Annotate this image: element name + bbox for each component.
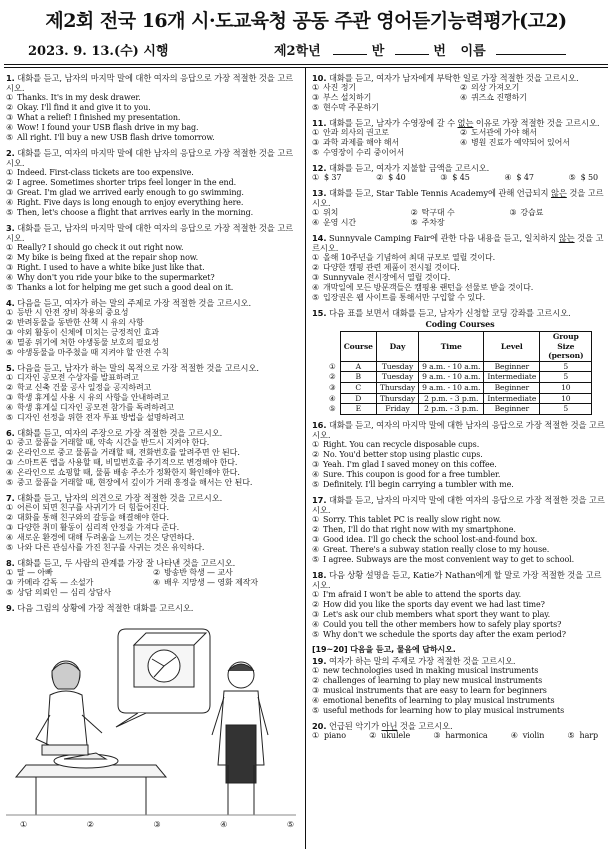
option[interactable]: ② 다양한 캠핑 관련 제품이 전시될 것이다.	[312, 263, 460, 272]
question-10	[312, 73, 608, 113]
scene-options	[6, 820, 300, 830]
option[interactable]: ⑤ 현수막 주문하기	[312, 103, 379, 112]
question-prompt: 5. 다음을 듣고, 남자가 하는 말의 목적으로 가장 적절한 것을 고르시오.	[6, 363, 259, 373]
option[interactable]: ③ What a relief! I finished my presentation.	[6, 113, 181, 122]
option-5-marker[interactable]: ⑤	[286, 820, 294, 829]
option[interactable]: ④ Great. There's a subway station really close to my house.	[312, 544, 550, 554]
option[interactable]: ② My bike is being fixed at the repair shop now.	[6, 253, 199, 262]
option[interactable]: ④ 새로운 환경에 대해 두려움을 느끼는 것은 당연하다.	[6, 533, 195, 542]
option[interactable]: ⑤ All right. I'll buy a new USB flash drive tomorrow.	[6, 133, 215, 142]
option[interactable]: ⑤ Then, let's choose a flight that arrives early in the morning.	[6, 208, 254, 217]
question-15	[312, 308, 608, 415]
option[interactable]: ① new technologies used in making musical instruments	[312, 665, 539, 675]
option[interactable]: ⑤ 야생동물을 마주쳤을 때 지켜야 할 안전 수칙	[6, 348, 169, 357]
question-1	[6, 73, 300, 143]
option[interactable]: ⑤ $ 50	[568, 173, 598, 182]
option[interactable]: ⑤ useful methods for learning how to play musical instruments	[312, 705, 565, 715]
option[interactable]: ② 대화를 통해 친구와의 갈등을 해결해야 한다.	[6, 513, 169, 522]
table-row[interactable]: ④ D Thursday 2 p.m. - 3 p.m. Intermediate 10	[326, 393, 592, 404]
option[interactable]: ④ 개막일에 모든 방문객들은 캠핑용 랜턴을 선물로 받을 것이다.	[312, 283, 534, 292]
option[interactable]: ② 의상 가져오기	[460, 83, 520, 92]
option[interactable]: ④ 학생 휴게실 디자인 공모전 참가를 독려하려고	[6, 403, 175, 412]
section-header-19-20: [19~20] 다음을 듣고, 물음에 답하시오.	[312, 644, 456, 654]
question-prompt: 19. 여자가 하는 말의 주제로 가장 적절한 것을 고르시오.	[312, 655, 516, 666]
option[interactable]: ② 도서관에 가야 해서	[460, 128, 537, 137]
question-prompt: 9. 다음 그림의 상황에 가장 적절한 대화를 고르시오.	[6, 603, 194, 613]
question-prompt: 12. 대화를 듣고, 여자가 지불할 금액을 고르시오.	[312, 163, 490, 173]
question-prompt: 4. 다음을 듣고, 여자가 하는 말의 주제로 가장 적절한 것을 고르시오.	[6, 298, 251, 308]
question-prompt: 15. 다음 표를 보면서 대화를 듣고, 남자가 신청할 코딩 강좌를 고르시오.	[312, 308, 571, 318]
option[interactable]: ① piano	[312, 730, 346, 740]
question-2	[6, 148, 300, 218]
option[interactable]: ⑤ 주차장	[410, 218, 445, 227]
name-blank[interactable]	[496, 54, 566, 55]
option[interactable]: ② I agree. Sometimes shorter trips feel longer in the end.	[6, 178, 237, 187]
option[interactable]: ③ Right. I used to have a white bike just like that.	[6, 263, 205, 272]
option[interactable]: ③ $ 45	[440, 173, 470, 182]
option[interactable]: ③ Let's ask our club members what sport they want to play.	[312, 609, 551, 619]
question-19	[312, 656, 608, 716]
question-prompt: 17. 대화를 듣고, 남자의 마지막 말에 대한 여자의 응답으로 가장 적절한 것을 고르시오.	[312, 494, 605, 515]
option[interactable]: ④ Right. Five days is long enough to enjoy everything here.	[6, 198, 244, 207]
scene-illustration	[6, 615, 296, 820]
option[interactable]: ③ Great. I'm glad we arrived early enough to go swimming.	[6, 188, 244, 197]
option[interactable]: ④ Sure. This coupon is good for a free tumbler.	[312, 469, 501, 479]
question-prompt: 7. 대화를 듣고, 남자의 의견으로 가장 적절한 것을 고르시오.	[6, 493, 223, 503]
option[interactable]: ① Thanks. It's in my desk drawer.	[6, 93, 141, 102]
class-blank[interactable]	[333, 54, 367, 55]
question-17	[312, 495, 608, 565]
option[interactable]: ① 어른이 되면 친구를 사귀기가 더 힘들어진다.	[6, 503, 169, 512]
option[interactable]: ③ 과학 과제를 해야 해서	[312, 138, 399, 147]
question-11	[312, 118, 608, 158]
question-8	[6, 558, 300, 598]
option[interactable]: ③ 부스 설치하기	[312, 93, 372, 102]
question-prompt: 8. 대화를 듣고, 두 사람의 관계를 가장 잘 나타낸 것을 고르시오.	[6, 558, 236, 568]
option[interactable]: ③ Yeah. I'm glad I saved money on this coffee.	[312, 459, 497, 469]
option[interactable]: ④ 운영 시간	[312, 218, 356, 227]
option[interactable]: ① I'm afraid I won't be able to attend the sports day.	[312, 589, 522, 599]
option[interactable]: ② 반려동물을 동반한 산책 시 유의 사항	[6, 318, 144, 327]
table-title: Coding Courses	[425, 319, 495, 329]
option[interactable]: ⑤ 수영장이 수리 중이어서	[312, 148, 405, 157]
option[interactable]: ⑤ Thanks a lot for helping me get such a good deal on it.	[6, 283, 234, 292]
option[interactable]: ③ 카메라 감독 — 소설가	[6, 578, 94, 587]
option[interactable]: ⑤ Definitely. I'll begin carrying a tumbler with me.	[312, 479, 514, 489]
table-header: Level	[484, 332, 540, 362]
option[interactable]: ③ Sunnyvale 전시장에서 열릴 것이다.	[312, 273, 451, 282]
header-rule	[4, 64, 608, 65]
question-14	[312, 233, 608, 303]
option[interactable]: ③ 다양한 취미 활동이 심리적 안정을 가져다 준다.	[6, 523, 180, 532]
header-rule-double	[4, 67, 608, 68]
option[interactable]: ① 사진 정기	[312, 83, 356, 92]
option[interactable]: ① 중고 물품을 거래할 때, 약속 시간을 반드시 지켜야 한다.	[6, 438, 210, 447]
option[interactable]: ② challenges of learning to play new musical instruments	[312, 675, 543, 685]
exam-date: 2023. 9. 13.(수) 시행	[28, 44, 169, 59]
question-prompt: 6. 대화를 듣고, 여자의 주장으로 가장 적절한 것을 고르시오.	[6, 428, 223, 438]
table-header: Group Size (person)	[540, 332, 592, 362]
grade-label: 제2학년	[274, 44, 321, 59]
option[interactable]: ② $ 40	[376, 173, 406, 182]
option[interactable]: ⑤ 상담 의뢰인 — 심리 상담사	[6, 588, 111, 597]
question-7	[6, 493, 300, 553]
table-header: Time	[419, 332, 484, 362]
pizza-scene-drawing	[6, 615, 296, 820]
option[interactable]: ⑤ 나와 다른 관심사를 가진 친구를 사귀는 것은 유익하다.	[6, 543, 205, 552]
option-4-marker[interactable]: ④	[220, 820, 228, 829]
option[interactable]: ② Then, I'll do that right now with my smartphone.	[312, 524, 516, 534]
option[interactable]: ② 온라인으로 중고 물품을 거래할 때, 전화번호를 알려주면 안 된다.	[6, 448, 240, 457]
question-prompt: 10. 대화를 듣고, 여자가 남자에게 부탁한 일로 가장 적절한 것을 고르시오.	[312, 73, 579, 83]
option[interactable]: ① 올해 10주년을 기념하여 최대 규모로 열릴 것이다.	[312, 253, 496, 262]
option-1-marker[interactable]: ①	[20, 820, 28, 829]
option[interactable]: ① Right. You can recycle disposable cups.	[312, 439, 480, 449]
option[interactable]: ⑤ 디자인 선정을 위한 전자 투표 방법을 설명하려고	[6, 413, 185, 422]
option[interactable]: ② 학교 신축 건물 공사 일정을 공지하려고	[6, 383, 152, 392]
option[interactable]: ① 등반 시 안전 장비 착용의 중요성	[6, 308, 129, 317]
question-16	[312, 420, 608, 490]
option[interactable]: ① Indeed. First-class tickets are too expensive.	[6, 168, 194, 177]
question-13	[312, 188, 608, 228]
question-9	[6, 603, 300, 830]
name-label: 이름	[460, 44, 486, 59]
option[interactable]: ④ Why don't you ride your bike to the supermarket?	[6, 273, 215, 282]
option[interactable]: ⑤ 입장권은 웹 사이트를 통해서만 구입할 수 있다.	[312, 293, 486, 302]
question-prompt: 18. 다음 상황 설명을 듣고, Katie가 Nathan에게 할 말로 가장 적절한 것을 고르시오.	[312, 569, 602, 590]
question-prompt: 1. 대화를 듣고, 남자의 마지막 말에 대한 여자의 응답으로 가장 적절한 것을 고르시오.	[6, 73, 294, 93]
table-row[interactable]: ⑤ E Friday 2 p.m. - 3 p.m. Beginner 5	[326, 404, 592, 415]
option[interactable]: ③ 스마트폰 앱을 사용할 때, 비밀번호를 주기적으로 변경해야 한다.	[6, 458, 238, 467]
option[interactable]: ② No. You'd better stop using plastic cups.	[312, 449, 483, 459]
option[interactable]: ③ 야외 활동이 신체에 미치는 긍정적인 효과	[6, 328, 159, 337]
question-prompt: 13. 대화를 듣고, Star Table Tennis Academy에 관해 언급되지 않은 것을 고르시오.	[312, 188, 604, 208]
right-column	[312, 73, 608, 746]
question-prompt: 14. Sunnyvale Camping Fair에 관한 다음 내용을 듣고, 일치하지 않는 것을 고르시오.	[312, 233, 604, 253]
left-column	[6, 73, 300, 835]
option[interactable]: ⑤ harp	[567, 730, 598, 740]
option[interactable]: ③ Good idea. I'll go check the school lost-and-found box.	[312, 534, 538, 544]
option[interactable]: ⑤ 중고 물품을 거래할 때, 현장에서 깊이가 거래 흥정을 해서는 안 된다.	[6, 478, 253, 487]
option[interactable]: ④ Could you tell the other members how to safely play sports?	[312, 619, 562, 629]
option[interactable]: ④ 멸종 위기에 처한 야생동물 보호의 필요성	[6, 338, 159, 347]
question-18	[312, 570, 608, 640]
option[interactable]: ④ Wow! I found your USB flash drive in my bag.	[6, 123, 199, 132]
option[interactable]: ② Okay. I'll find it and give it to you.	[6, 103, 151, 112]
option[interactable]: ⑤ I agree. Subways are the most convenient way to get to school.	[312, 554, 575, 564]
option[interactable]: ③ 강습료	[509, 208, 544, 217]
option-2-marker[interactable]: ②	[86, 820, 94, 829]
question-3	[6, 223, 300, 293]
option[interactable]: ① 안과 의사의 권고로	[312, 128, 389, 137]
number-label: 번	[433, 44, 446, 59]
number-blank[interactable]	[395, 54, 429, 55]
coding-courses-table	[326, 331, 592, 415]
option[interactable]: ① Really? I should go check it out right now.	[6, 243, 184, 252]
student-info	[274, 40, 566, 59]
option[interactable]: ① 위치	[312, 208, 339, 217]
option[interactable]: ④ emotional benefits of learning to play musical instruments	[312, 695, 555, 705]
question-prompt: 20. 언급된 악기가 아닌 것을 고르시오.	[312, 720, 453, 731]
option[interactable]: ⑤ Why don't we schedule the sports day after the exam period?	[312, 629, 566, 639]
question-prompt: 11. 대화를 듣고, 남자가 수영장에 갈 수 없는 이유로 가장 적절한 것을 고르시오.	[312, 118, 600, 128]
option[interactable]: ② 탁구대 수	[410, 208, 455, 217]
option[interactable]: ② 방송반 학생 — 교사	[153, 568, 233, 577]
option[interactable]: ③ musical instruments that are easy to learn for beginners	[312, 685, 547, 695]
option[interactable]: ④ 퀴즈쇼 진행하기	[460, 93, 527, 102]
question-6	[6, 428, 300, 488]
option[interactable]: ① 디자인 공모전 수상자를 발표하려고	[6, 373, 139, 382]
question-12	[312, 163, 608, 183]
table-header: Course	[340, 332, 376, 362]
column-divider	[305, 68, 306, 849]
table-header-row	[326, 332, 592, 362]
table-header: Day	[376, 332, 418, 362]
option[interactable]: ④ 병원 진료가 예약되어 있어서	[460, 138, 570, 147]
option[interactable]: ③ 학생 휴게실 사용 시 유의 사항을 안내하려고	[6, 393, 169, 402]
option[interactable]: ② How did you like the sports day event we had last time?	[312, 599, 545, 609]
option[interactable]: ② ukulele	[369, 730, 411, 740]
option[interactable]: ④ $ 47	[504, 173, 534, 182]
question-prompt: 2. 대화를 듣고, 여자의 마지막 말에 대한 남자의 응답으로 가장 적절한 것을 고르시오.	[6, 148, 294, 168]
option[interactable]: ④ violin	[510, 730, 545, 740]
question-20	[312, 721, 608, 741]
option[interactable]: ④ 배우 지망생 — 영화 제작자	[153, 578, 258, 587]
table-row[interactable]: ② B Tuesday 9 a.m. - 10 a.m. Intermediate 5	[326, 372, 592, 383]
option[interactable]: ④ 온라인으로 쇼핑할 때, 물품 배송 주소가 정확한지 확인해야 한다.	[6, 468, 240, 477]
class-label: 반	[371, 44, 385, 59]
option-3-marker[interactable]: ③	[153, 820, 161, 829]
question-prompt: 3. 대화를 듣고, 남자의 마지막 말에 대한 여자의 응답으로 가장 적절한 것을 고르시오.	[6, 223, 294, 243]
question-prompt: 16. 대화를 듣고, 여자의 마지막 말에 대한 남자의 응답으로 가장 적절한 것을 고르시오.	[312, 419, 605, 440]
option[interactable]: ③ harmonica	[433, 730, 488, 740]
exam-title: 제2회 전국 16개 시·도교육청 공동 주관 영어듣기능력평가(고2)	[45, 10, 567, 32]
option[interactable]: ① Sorry. This tablet PC is really slow right now.	[312, 514, 502, 524]
option[interactable]: ① 딸 — 아빠	[6, 568, 53, 577]
question-4	[6, 298, 300, 358]
question-5	[6, 363, 300, 423]
table-row[interactable]: ③ C Thursday 9 a.m. - 10 a.m. Beginner 10	[326, 382, 592, 393]
table-row[interactable]: ① A Tuesday 9 a.m. - 10 a.m. Beginner 5	[326, 361, 592, 372]
option[interactable]: ① $ 37	[312, 173, 342, 182]
